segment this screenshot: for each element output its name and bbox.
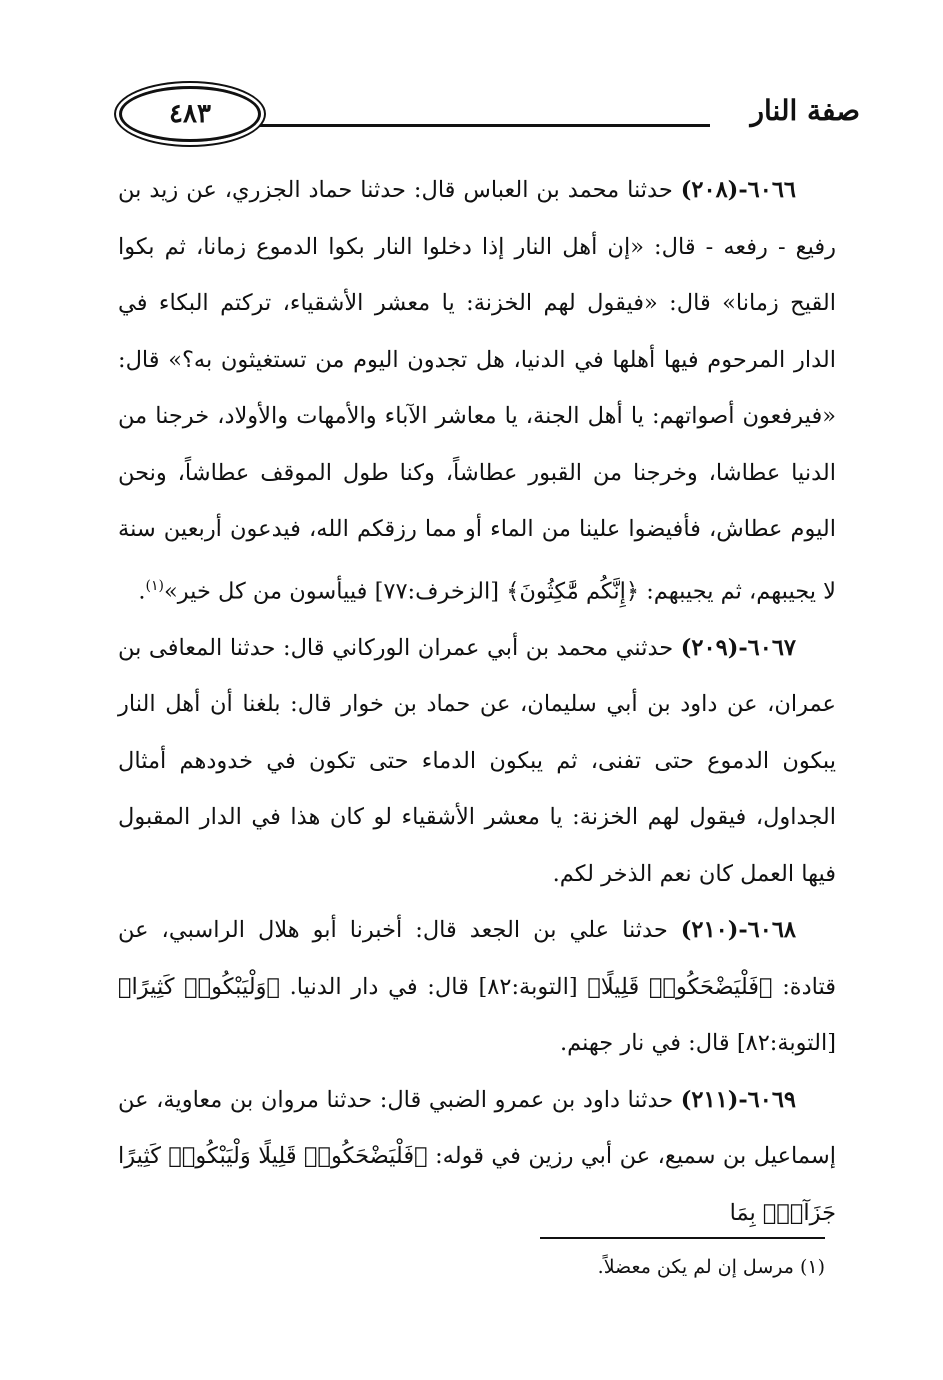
hadith-paragraph — [118, 162, 836, 620]
hadith-tail: . — [138, 578, 146, 604]
hadith-number: ٦٠٦٦-(٢٠٨) — [680, 177, 796, 203]
header-rule — [255, 124, 710, 127]
main-text — [118, 162, 836, 1241]
hadith-text: حدثنا علي بن الجعد قال: أخبرنا أبو هلال الراسبي، عن قتادة: ﴿فَلْيَضْحَكُوا۟ قَلِيلًا﴾ [التوبة:٨٢] قال: في دار الدنيا. ﴿وَلْيَبْكُوا۟ كَثِيرًا﴾ [التوبة:٨٢] قال: في نار جهنم. — [118, 917, 836, 1056]
page-number: ٤٨٣ — [169, 99, 211, 129]
hadith-paragraph — [118, 620, 836, 903]
running-title: صفة النار — [750, 94, 860, 127]
hadith-number: ٦٠٦٩-(٢١١) — [680, 1086, 797, 1113]
hadith-paragraph — [118, 902, 836, 1072]
hadith-text: حدثنا محمد بن العباس قال: حدثنا حماد الجزري، عن زيد بن رفيع - رفعه - قال: «إن أهل النار إذا دخلوا النار بكوا الدموع زمانا، ثم بكوا القيح زمانا» قال: «فيقول لهم الخزنة: يا معشر الأشقياء، تركتم البكاء في الدار المرحوم فيها أهلها في الدنيا، هل تجدون اليوم من تستغيثون به؟» قال: «فيرفعون أصواتهم: يا أهل الجنة، يا معاشر الآباء والأمهات والأولاد، خرجنا من الدنيا عطاشا، وخرجنا من القبور عطاشاً، وكنا طول الموقف عطاشاً، ونحن اليوم عطاش، فأفيضوا علينا من الماء أو مما رزقكم الله، فيدعون أربعين سنة لا يجيبهم، ثم يجيبهم: ﴿إِنَّكُم مَّٰكِثُونَ﴾ [الزخرف:٧٧] فييأسون من كل خير» — [118, 177, 836, 604]
footnote — [107, 1250, 825, 1284]
hadith-paragraph — [118, 1072, 836, 1242]
hadith-number: ٦٠٦٨-(٢١٠) — [680, 917, 797, 943]
hadith-text: حدثنا داود بن عمرو الضبي قال: حدثنا مروان بن معاوية، عن إسماعيل بن سميع، عن أبي رزين في قوله: ﴿فَلْيَضْحَكُوا۟ قَلِيلًا وَلْيَبْكُوا۟ كَثِيرًا جَزَآءًۢ بِمَا — [118, 1086, 836, 1226]
page-header — [105, 80, 860, 150]
footnote-rule — [540, 1237, 825, 1239]
page-number-oval — [119, 86, 261, 142]
footnote-ref[interactable]: (١) — [145, 577, 164, 594]
hadith-number: ٦٠٦٧-(٢٠٩) — [680, 634, 797, 661]
footnote-text: (١) مرسل إن لم يكن معضلاً. — [597, 1256, 825, 1278]
hadith-text: حدثني محمد بن أبي عمران الوركاني قال: حدثنا المعافى بن عمران، عن داود بن أبي سليمان، عن حماد بن خوار قال: بلغنا أن أهل النار يبكون الدموع حتى تفنى، ثم يبكون الدماء حتى تكون في خدودهم أمثال الجداول، فيقول لهم الخزنة: يا معشر الأشقياء لو كان هذا في الدار المقبول فيها العمل كان نعم الذخر لكم. — [118, 634, 836, 887]
